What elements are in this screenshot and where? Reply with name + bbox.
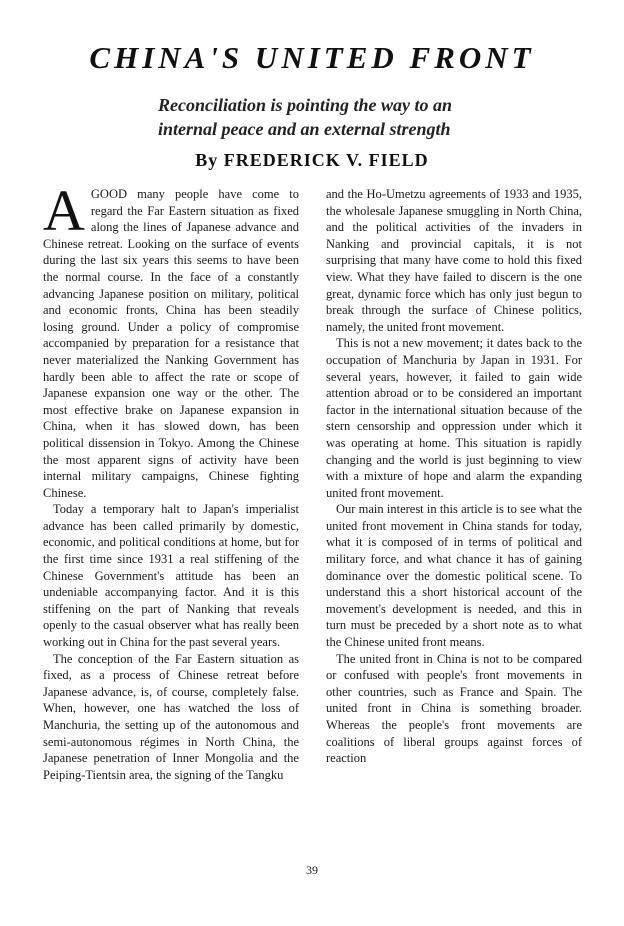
left-column [43,178,299,783]
page-number: 39 [306,863,318,877]
paragraph: Our main interest in this article is to see what the united front movement in China stands for today, what it is composed of in terms of political and military force, and what chance it has of gaining dominance over the domestic political scene. To understand this a short historical account of the movement's development is needed, and this in turn must be preceded by a short note as to what the Chinese united front means. [326,502,582,650]
subtitle-line-1: Reconciliation is pointing the way to an [158,95,453,115]
article-subtitle [158,93,578,141]
article-title: CHINA'S UNITED FRONT [89,40,535,75]
paragraph-text: GOOD many people have come to regard the Far Eastern situation as fixed along the lines of Japanese advance and Chinese retreat. Looking on the surface of events during the last six years this seems to have been the normal course. In the face of a constantly advancing Japanese position on military, political and economic fronts, China has been steadily losing ground. Under a policy of compromise accompanied by preparation for a resistance that never materialized the Nanking Government has hardly been able to affect the rate or scope of Japanese expansion one way or the other. The most effective brake on Japanese expansion in China, when it has slowed down, has been political dissension in Tokyo. Among the Chinese the most apparent signs of activity have been internal military campaigns, Chinese fighting Chinese. [43,187,299,500]
paragraph: The conception of the Far Eastern situation as fixed, as a process of Chinese retreat before Japanese advance, is, of course, completely false. When, however, one has watched the loss of Manchuria, the setting up of the autonomous and semi-autonomous régimes in North China, the Japanese penetration of Inner Mongolia and the Peiping-Tientsin area, the signing of the Tangku [43,651,299,782]
drop-cap: A [43,178,85,243]
paragraph [43,178,299,501]
paragraph: The united front in China is not to be compared or confused with people's front movements in other countries, such as France and Spain. The united front in China is something broader. Whereas the people's front movements are coalitions of liberal groups against forces of reaction [326,651,582,766]
right-column [326,186,582,767]
byline: By FREDERICK V. FIELD [195,150,429,170]
paragraph: This is not a new movement; it dates back to the occupation of Manchuria by Japan in 1931. For several years, however, it failed to gain wide attention abroad or to be considered an important factor in the international situation because of the stern censorship and oppression under which it was operating at home. This situation is rapidly changing and the world is just beginning to view with a mixture of hope and alarm the expanding united front movement. [326,336,582,500]
paragraph: Today a temporary halt to Japan's imperialist advance has been called primarily by domestic, economic, and political conditions at home, but for the first time since 1931 a real stiffening of the Chinese Government's attitude has been an undeniable accompanying factor. And it is this stiffening on the part of Nanking that reveals openly to the casual observer what has really been working out in China for the past several years. [43,502,299,650]
paragraph: and the Ho-Umetzu agreements of 1933 and 1935, the wholesale Japanese smuggling in North China, and the political activities of the invaders in Nanking and provincial capitals, it is not surprising that many have come to hold this fixed view. What they have failed to discern is the one great, dynamic force which has only just begun to break through the surface of Chinese politics, namely, the united front movement. [326,187,582,334]
subtitle-line-2: internal peace and an external strength [158,119,451,139]
